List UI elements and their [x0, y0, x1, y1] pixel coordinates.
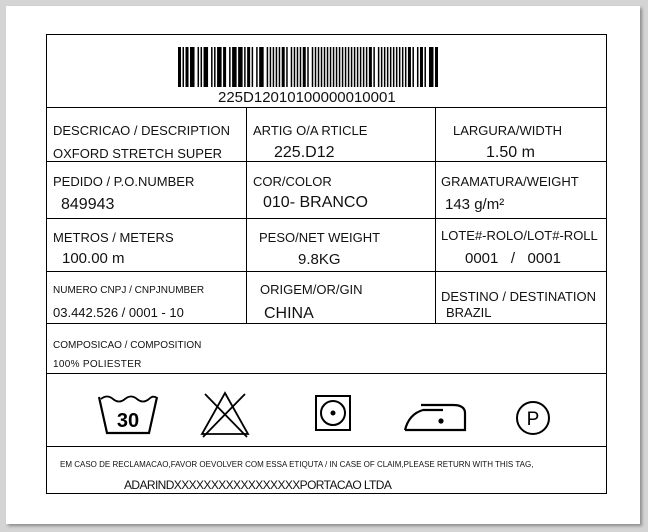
product-label [46, 34, 607, 494]
weight-gsm-value: 143 g/m² [445, 196, 505, 213]
divider [47, 323, 606, 324]
barcode-bar [217, 47, 222, 87]
barcode-bar [286, 47, 288, 87]
barcode-bar [393, 47, 395, 87]
do-not-bleach-icon [199, 390, 251, 438]
barcode-bar [279, 47, 281, 87]
composition-label: COMPOSICAO / COMPOSITION [53, 340, 202, 351]
wash-30-icon [97, 393, 159, 437]
barcode-bar [247, 47, 250, 87]
meters-label: METROS / METERS [53, 230, 174, 245]
width-value: 1.50 m [486, 144, 535, 161]
claim-text: EM CASO DE RECLAMACAO,FAVOR OEVOLVER COM ESSA ETIQUTA / IN CASE OF CLAIM,PLEASE RETURN WITH THIS TAG, [60, 460, 534, 469]
divider [47, 161, 606, 162]
barcode-bar [190, 47, 195, 87]
barcode-bar [429, 47, 434, 87]
net-weight-value: 9.8KG [298, 251, 341, 268]
barcode-bar [294, 47, 296, 87]
barcode-bar [318, 47, 320, 87]
barcode-bar [204, 47, 209, 87]
barcode-bar [183, 47, 185, 87]
barcode-bar [417, 47, 419, 87]
barcode-bar [186, 47, 189, 87]
barcode-bar [300, 47, 302, 87]
barcode-bar [238, 47, 243, 87]
barcode-bar [273, 47, 275, 87]
label-page [6, 6, 640, 524]
barcode-bar [339, 47, 341, 87]
divider [435, 107, 436, 323]
divider [47, 446, 606, 447]
company-name: ADARINDXXXXXXXXXXXXXXXXXPORTACAO LTDA [124, 478, 392, 492]
barcode-bar [303, 47, 306, 87]
barcode-bar [244, 47, 246, 87]
barcode-bar [390, 47, 392, 87]
iron-icon [403, 397, 467, 433]
barcode-text: 225D12010100000010001 [218, 89, 396, 106]
barcode-bar [259, 47, 264, 87]
origin-value: CHINA [264, 305, 314, 322]
barcode-bar [324, 47, 326, 87]
barcode-bar [348, 47, 350, 87]
barcode-bar [327, 47, 329, 87]
order-value: 849943 [61, 196, 115, 213]
barcode-bar [412, 47, 414, 87]
barcode-bar [333, 47, 335, 87]
barcode-bar [276, 47, 278, 87]
description-value: OXFORD STRETCH SUPER [53, 146, 223, 161]
color-label: COR/COLOR [253, 174, 332, 189]
barcode-bar [229, 47, 231, 87]
barcode-bar [330, 47, 332, 87]
barcode-bar [405, 47, 407, 87]
barcode-bar [312, 47, 314, 87]
article-label: ARTIG O/A RTICLE [253, 123, 368, 138]
origin-label: ORIGEM/OR/GIN [260, 282, 363, 297]
destination-value: BRAZIL [446, 305, 492, 320]
width-label: LARGURA/WIDTH [453, 123, 563, 138]
barcode-bar [211, 47, 213, 87]
barcode-bar [396, 47, 398, 87]
barcode-bar [267, 47, 269, 87]
meters-value: 100.00 m [62, 250, 125, 267]
description-label: DESCRICAO / DESCRIPTION [53, 123, 230, 138]
cnpj-label: NUMERO CNPJ / CNPJNUMBER [53, 285, 205, 296]
barcode-bar [366, 47, 368, 87]
svg-text:P: P [526, 409, 540, 430]
barcode-bar [354, 47, 356, 87]
barcode-bar [345, 47, 347, 87]
barcode-bar [214, 47, 216, 87]
barcode-bar [378, 47, 380, 87]
barcode-bar [384, 47, 386, 87]
barcode-bar [387, 47, 389, 87]
barcode-bar [232, 47, 237, 87]
divider [47, 107, 606, 108]
barcode [178, 47, 438, 87]
net-weight-label: PESO/NET WEIGHT [259, 230, 381, 245]
barcode-bar [282, 47, 285, 87]
tumble-dry-icon [314, 394, 352, 432]
barcode-bar [435, 47, 438, 87]
barcode-bar [424, 47, 426, 87]
barcode-bar [399, 47, 401, 87]
barcode-bar [256, 47, 258, 87]
svg-text:30: 30 [116, 410, 140, 432]
barcode-bar [291, 47, 293, 87]
color-value: 010- BRANCO [263, 194, 368, 211]
article-value: 225.D12 [274, 144, 335, 161]
barcode-bar [402, 47, 404, 87]
barcode-bar [315, 47, 317, 87]
lot-value: 0001 / 0001 [465, 250, 561, 267]
barcode-bar [357, 47, 359, 87]
destination-label: DESTINO / DESTINATION [441, 289, 597, 304]
barcode-bar [351, 47, 353, 87]
barcode-bar [373, 47, 375, 87]
barcode-bar [336, 47, 338, 87]
divider [47, 373, 606, 374]
weight-gsm-label: GRAMATURA/WEIGHT [441, 174, 579, 189]
barcode-bar [297, 47, 299, 87]
barcode-bar [369, 47, 372, 87]
barcode-bar [198, 47, 200, 87]
barcode-bar [360, 47, 362, 87]
cnpj-value: 03.442.526 / 0001 - 10 [53, 305, 184, 320]
barcode-bar [420, 47, 423, 87]
barcode-bar [408, 47, 411, 87]
order-label: PEDIDO / P.O.NUMBER [53, 174, 195, 189]
divider [47, 218, 606, 219]
dry-clean-p-icon [515, 400, 551, 436]
barcode-bar [201, 47, 203, 87]
barcode-bar [223, 47, 226, 87]
composition-value: 100% POLIESTER [53, 359, 142, 370]
barcode-bar [270, 47, 272, 87]
barcode-bar [178, 47, 181, 87]
divider [47, 271, 606, 272]
lot-label: LOTE#-ROLO/LOT#-ROLL [441, 228, 598, 243]
barcode-bar [342, 47, 344, 87]
barcode-bar [321, 47, 323, 87]
barcode-bar [252, 47, 254, 87]
barcode-bar [381, 47, 383, 87]
barcode-bar [307, 47, 309, 87]
divider [246, 107, 247, 323]
barcode-bar [363, 47, 365, 87]
